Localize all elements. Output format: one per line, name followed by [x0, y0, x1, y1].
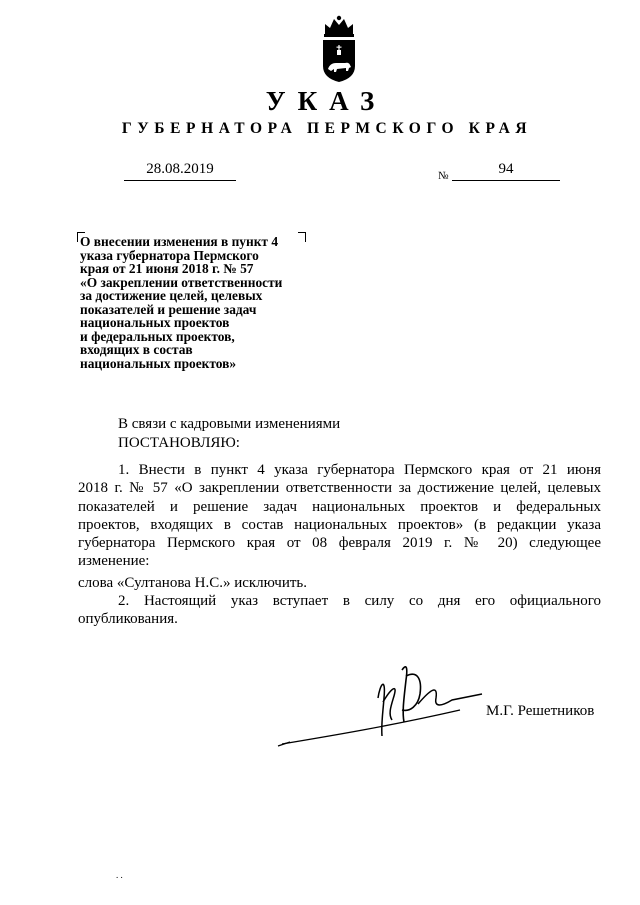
- document-issuer: ГУБЕРНАТОРА ПЕРМСКОГО КРАЯ: [121, 120, 533, 137]
- subject-line: показателей и решение задач: [80, 301, 257, 317]
- document-title: УКАЗ: [265, 86, 387, 116]
- subject-line: указа губернатора Пермского: [80, 247, 259, 263]
- document-number: 94: [452, 161, 560, 181]
- subject-line: входящих в состав: [80, 342, 193, 357]
- perm-krai-coat-of-arms-icon: [316, 14, 362, 84]
- item-1-change: слова «Султанова Н.С.» исключить.: [78, 574, 308, 591]
- intro-text: В связи с кадровыми изменениями: [118, 416, 341, 432]
- item-1-line: губернатора Пермского края от 08 февраля 2019 г. № 20) следующее: [78, 535, 601, 552]
- footer-marks: . .: [116, 870, 123, 880]
- number-label: №: [438, 170, 449, 182]
- document-date: 28.08.2019: [124, 161, 236, 181]
- subject-line: края от 21 июня 2018 г. № 57: [80, 261, 254, 276]
- subject-line: национальных проектов»: [80, 355, 237, 371]
- document-subject: [80, 235, 320, 370]
- subject-line: О внесении изменения в пункт 4: [80, 234, 279, 249]
- item-2: [78, 592, 601, 629]
- item-1-line: изменение:: [78, 553, 150, 570]
- subject-line: за достижение целей, целевых: [80, 288, 263, 303]
- item-2-line: 2. Настоящий указ вступает в силу со дня его официального: [118, 593, 601, 609]
- item-1-line: проектов, входящих в состав национальных проектов» (в редакции указа: [78, 516, 601, 533]
- subject-line: национальных проектов: [80, 315, 230, 330]
- item-1: [78, 461, 601, 592]
- item-1-line: 2018 г. № 57 «О закреплении ответственности за достижение целей, целевых: [78, 480, 601, 497]
- signer-name: М.Г. Решетников: [486, 703, 595, 719]
- item-1-line: 1. Внести в пункт 4 указа губернатора Пермского края от 21 июня: [118, 462, 601, 478]
- subject-line: и федеральных проектов,: [80, 328, 235, 344]
- item-1-line: показателей и решение задач национальных проектов и федеральных: [78, 498, 601, 515]
- decree-word: ПОСТАНОВЛЯЮ:: [118, 435, 240, 451]
- item-2-line: опубликования.: [78, 611, 178, 628]
- handwritten-signature: [270, 640, 490, 760]
- subject-line: «О закреплении ответственности: [80, 274, 283, 290]
